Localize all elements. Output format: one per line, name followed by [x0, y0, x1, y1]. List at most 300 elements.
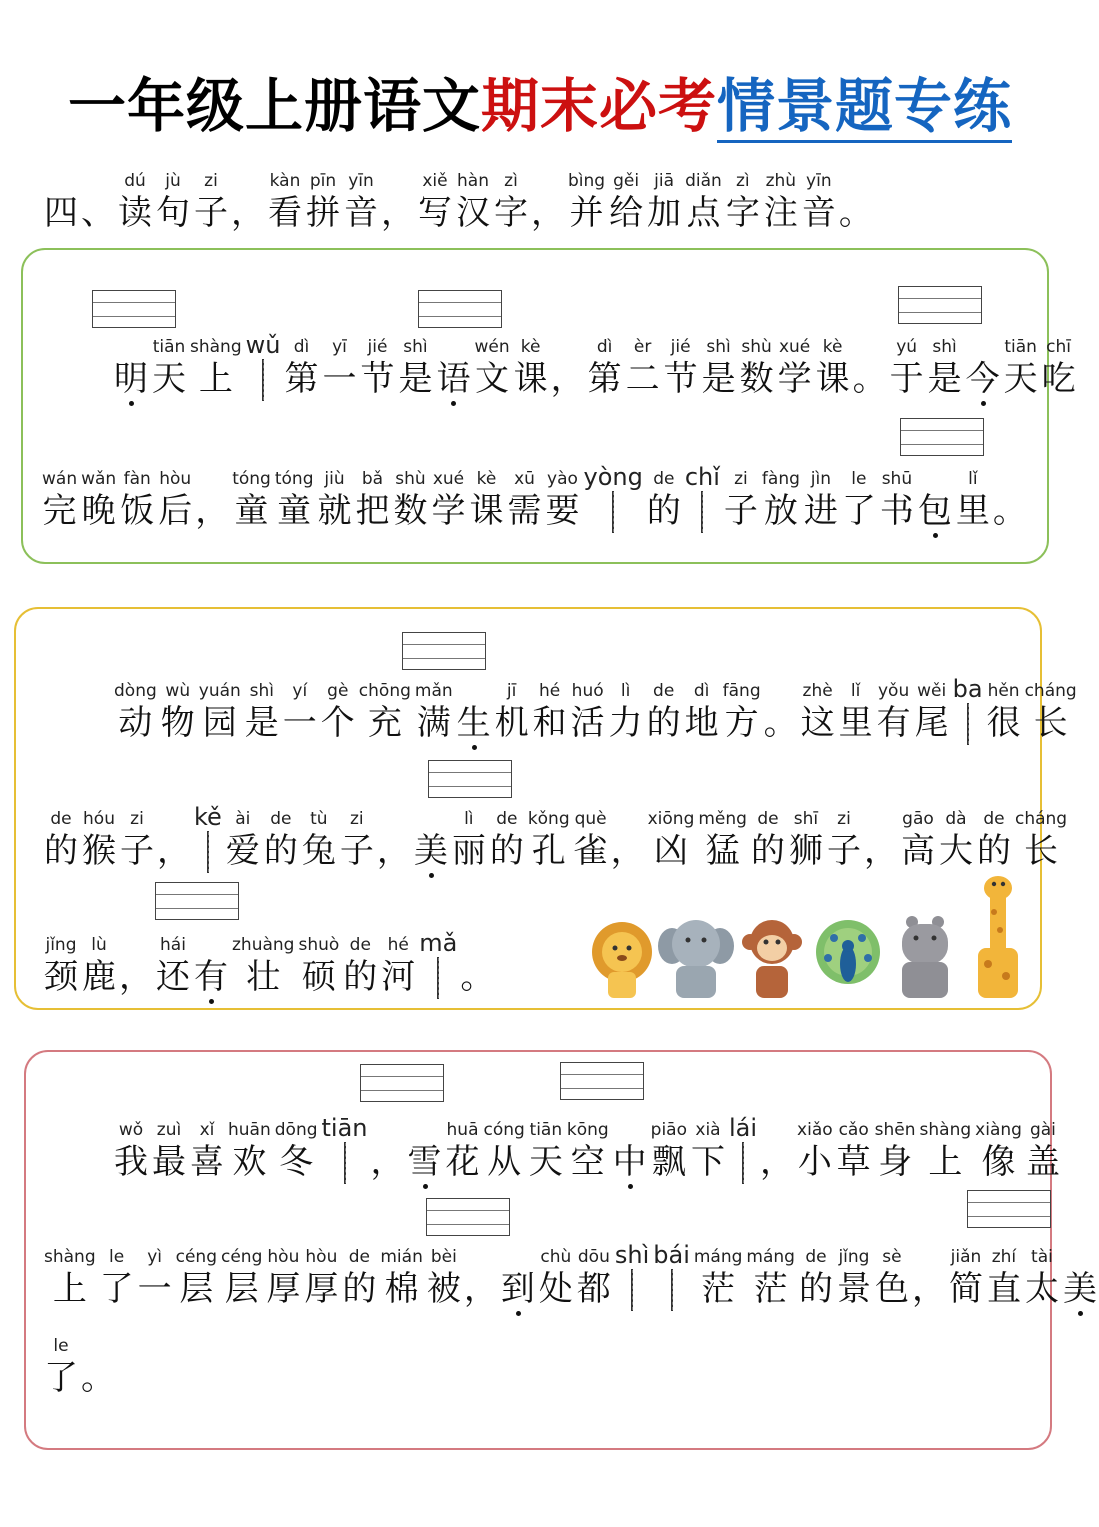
pinyin-label: dōng — [274, 1120, 318, 1140]
pinyin-label: zì — [735, 171, 750, 191]
hanzi-character: 读 — [118, 193, 152, 233]
pinyin-label: huān — [228, 1120, 271, 1140]
hanzi-character: 和 — [532, 703, 567, 743]
hanzi-character: 满 — [416, 703, 451, 743]
hanzi-character: 节 — [663, 359, 698, 399]
pinyin-label: céng — [175, 1247, 217, 1267]
character-glyph — [175, 1246, 218, 1310]
character-glyph — [151, 336, 187, 400]
pinyin-label — [476, 934, 478, 956]
hanzi-character: 加 — [647, 193, 682, 233]
pinyin-label: què — [574, 809, 607, 829]
hanzi-character: 是 — [701, 359, 736, 399]
pinyin-label: zi — [837, 809, 851, 829]
pinyin-answer-box[interactable] — [402, 632, 486, 670]
hanzi-character: 了 — [99, 1269, 134, 1309]
hanzi-character: 数 — [393, 491, 428, 531]
character-write-box[interactable] — [952, 674, 984, 744]
character-glyph — [464, 1246, 498, 1310]
pinyin-label: cǎo — [838, 1120, 869, 1140]
hanzi-character: 饭 — [120, 491, 155, 531]
character-glyph — [379, 1246, 423, 1310]
character-glyph — [358, 680, 412, 744]
tianzige-box[interactable] — [344, 1142, 346, 1184]
hanzi-character: 子 — [120, 831, 154, 871]
pinyin-label: dú — [124, 171, 146, 191]
pinyin-label: bìng — [568, 171, 606, 191]
character-glyph — [342, 934, 378, 998]
character-glyph — [244, 680, 280, 744]
character-glyph — [455, 170, 491, 234]
character-glyph — [43, 808, 79, 872]
pinyin-label: zi — [734, 469, 748, 489]
character-glyph — [841, 468, 877, 532]
character-glyph — [725, 170, 761, 234]
pinyin-label — [547, 170, 549, 192]
character-glyph — [417, 170, 453, 234]
hanzi-character: 点 — [686, 193, 721, 233]
character-glyph — [646, 170, 682, 234]
hanzi-character: 子 — [723, 491, 758, 531]
pinyin-answer-box[interactable] — [898, 286, 982, 324]
pinyin-label: cháng — [1014, 809, 1068, 829]
pinyin-label: hóu — [83, 809, 115, 829]
hanzi-character: 的 — [343, 957, 378, 997]
character-glyph — [371, 1119, 405, 1183]
pinyin-label: hé — [539, 681, 561, 701]
character-glyph — [317, 468, 353, 532]
hanzi-character: 高 — [900, 831, 935, 871]
pinyin-label — [629, 1119, 631, 1141]
hanzi-character: 音 — [344, 193, 378, 233]
hanzi-character: 的 — [646, 703, 681, 743]
character-glyph — [267, 170, 303, 234]
pinyin-label: zhí — [991, 1247, 1017, 1267]
hanzi-character: 冬 — [279, 1142, 314, 1182]
character-glyph — [1062, 1246, 1098, 1310]
pinyin-label: shù — [395, 469, 426, 489]
pinyin-label — [130, 336, 132, 358]
character-write-box[interactable] — [418, 928, 458, 998]
pinyin-label: fàng — [761, 469, 800, 489]
character-glyph — [426, 1246, 462, 1310]
pinyin-label: tiān — [1004, 337, 1037, 357]
pinyin-label: cháng — [1024, 681, 1077, 701]
character-glyph — [451, 808, 487, 872]
pinyin-label: jié — [670, 337, 691, 357]
hanzi-character: 子 — [194, 193, 228, 233]
hanzi-character: 都 — [576, 1269, 611, 1309]
hanzi-character: 。 — [852, 359, 887, 399]
pinyin-label: yuán — [198, 681, 241, 701]
pinyin-label: shàng — [190, 337, 242, 357]
pinyin-label: shì — [249, 681, 274, 701]
character-write-box[interactable] — [728, 1113, 758, 1183]
pinyin-label: fàn — [123, 469, 151, 489]
pinyin-answer-box[interactable] — [426, 1198, 510, 1236]
character-write-box[interactable] — [245, 330, 282, 400]
pinyin-label — [247, 170, 249, 192]
pinyin-label — [387, 1119, 389, 1141]
pinyin-label: ba — [952, 675, 983, 703]
character-glyph — [663, 336, 699, 400]
hanzi-character: 直 — [986, 1269, 1021, 1309]
hanzi-character: 放 — [763, 491, 798, 531]
pinyin-label: shì — [706, 337, 731, 357]
character-glyph — [460, 934, 494, 998]
hanzi-character: ， — [157, 831, 191, 871]
character-glyph — [227, 1119, 272, 1183]
character-glyph — [359, 336, 395, 400]
pinyin-label — [135, 934, 137, 956]
character-glyph — [567, 170, 606, 234]
character-glyph — [763, 170, 799, 234]
hanzi-character: 动 — [118, 703, 153, 743]
character-glyph — [377, 808, 411, 872]
hanzi-character: 鹿 — [82, 957, 116, 997]
hanzi-character: 猴 — [82, 831, 116, 871]
hanzi-character: 爱 — [225, 831, 260, 871]
pinyin-label: fāng — [722, 681, 761, 701]
tianzige-box[interactable] — [207, 831, 209, 873]
character-glyph — [81, 808, 117, 872]
hanzi-character: 注 — [763, 193, 798, 233]
pinyin-answer-box[interactable] — [92, 290, 176, 328]
hanzi-character: 里 — [838, 703, 873, 743]
character-glyph — [435, 336, 471, 400]
hanzi-character: 看 — [268, 193, 302, 233]
pinyin-label: wǔ — [245, 331, 281, 359]
character-glyph — [587, 336, 623, 400]
character-glyph — [43, 934, 79, 998]
character-glyph — [493, 170, 529, 234]
pinyin-answer-box[interactable] — [560, 1062, 644, 1100]
character-glyph — [189, 336, 243, 400]
character-glyph — [1014, 808, 1068, 872]
hanzi-character: 文 — [475, 359, 510, 399]
hanzi-character: 机 — [494, 703, 529, 743]
character-glyph — [912, 1246, 946, 1310]
hanzi-character: 天 — [152, 359, 186, 399]
giraffe-icon — [978, 876, 1018, 998]
character-glyph — [815, 336, 851, 400]
hanzi-character: 小 — [797, 1142, 832, 1182]
character-write-box[interactable] — [583, 462, 644, 532]
pinyin-label: lù — [91, 935, 107, 955]
dotted-character: 有 — [194, 957, 228, 997]
hanzi-character: 欢 — [232, 1142, 267, 1182]
character-glyph — [864, 808, 898, 872]
pinyin-answer-box[interactable] — [155, 882, 239, 920]
hanzi-character: ， — [370, 1142, 405, 1182]
character-glyph — [839, 170, 873, 234]
pinyin-label: zi — [204, 171, 218, 191]
hanzi-character: 吃 — [1041, 359, 1076, 399]
hanzi-character: 的 — [44, 831, 78, 871]
hanzi-character: ， — [531, 193, 565, 233]
character-glyph — [119, 934, 153, 998]
pinyin-label — [397, 170, 399, 192]
pinyin-label: hòu — [305, 1247, 338, 1267]
pinyin-label: de — [349, 935, 371, 955]
hanzi-character: 子 — [826, 831, 861, 871]
tianzige-box[interactable] — [742, 1142, 744, 1184]
hanzi-character: 猛 — [705, 831, 740, 871]
pinyin-label: xià — [695, 1120, 721, 1140]
hanzi-character: 的 — [750, 831, 785, 871]
title-part-exam: 期末必考 — [480, 72, 717, 140]
hanzi-character: 第 — [284, 359, 319, 399]
character-glyph — [927, 336, 963, 400]
character-glyph — [722, 680, 762, 744]
character-glyph — [788, 808, 824, 872]
hanzi-character: 上 — [52, 1269, 87, 1309]
character-glyph — [697, 808, 748, 872]
pinyin-label: zuì — [156, 1120, 182, 1140]
hanzi-character: 下 — [691, 1142, 725, 1182]
character-glyph — [80, 468, 117, 532]
pinyin-label — [480, 1246, 482, 1268]
hanzi-character: ， — [863, 831, 898, 871]
pinyin-label: wěi — [917, 681, 947, 701]
character-glyph — [917, 468, 953, 532]
pinyin-label: yòng — [583, 463, 643, 491]
pinyin-label: yào — [547, 469, 578, 489]
hanzi-character: 的 — [489, 831, 524, 871]
hanzi-character: 一 — [282, 703, 317, 743]
character-glyph — [760, 1119, 794, 1183]
pinyin-label — [776, 1119, 778, 1141]
character-glyph — [489, 808, 525, 872]
passage2-line1 — [112, 674, 1079, 744]
character-glyph — [117, 170, 153, 234]
tianzige-box[interactable] — [967, 703, 969, 745]
hanzi-character: 处 — [538, 1269, 573, 1309]
pinyin-label: shuò — [298, 935, 340, 955]
pinyin-label: de — [50, 809, 72, 829]
pinyin-label: bǎ — [361, 469, 384, 489]
character-glyph — [611, 808, 645, 872]
character-glyph — [195, 468, 229, 532]
worksheet-title — [0, 66, 1080, 146]
hanzi-character: 四 — [44, 193, 78, 233]
pinyin-answer-box[interactable] — [428, 760, 512, 798]
pinyin-label: chī — [1046, 337, 1072, 357]
pinyin-label: yī — [332, 337, 347, 357]
hanzi-character: 后 — [158, 491, 193, 531]
character-write-box[interactable] — [614, 1240, 650, 1310]
character-glyph — [608, 680, 644, 744]
character-glyph — [473, 336, 510, 400]
character-glyph — [151, 1119, 187, 1183]
character-glyph — [393, 468, 429, 532]
character-glyph — [282, 680, 318, 744]
hanzi-character: 大 — [938, 831, 973, 871]
character-glyph — [137, 1246, 173, 1310]
pinyin-label: yú — [896, 337, 918, 357]
passage2-line3 — [42, 928, 495, 998]
character-glyph — [874, 1119, 917, 1183]
dotted-character: 美 — [1062, 1269, 1097, 1309]
dotted-character: 语 — [436, 359, 471, 399]
pinyin-label: jǐng — [838, 1247, 870, 1267]
pinyin-label: bèi — [430, 1247, 457, 1267]
character-glyph — [573, 808, 609, 872]
character-glyph — [1003, 336, 1039, 400]
hanzi-character: 力 — [608, 703, 643, 743]
passage3-line2 — [42, 1240, 1099, 1310]
hanzi-character: 第 — [587, 359, 622, 399]
hanzi-character: 字 — [725, 193, 760, 233]
character-glyph — [723, 468, 759, 532]
pinyin-label: tù — [310, 809, 328, 829]
pinyin-label: de — [653, 469, 675, 489]
hanzi-character: 雀 — [573, 831, 608, 871]
passage1-line1 — [112, 330, 1078, 400]
pinyin-label: máng — [693, 1247, 743, 1267]
character-glyph — [305, 170, 341, 234]
character-glyph — [889, 336, 925, 400]
hanzi-character: 个 — [320, 703, 355, 743]
hanzi-character: 盖 — [1025, 1142, 1060, 1182]
passage3-line1 — [112, 1113, 1062, 1183]
hanzi-character: 活 — [570, 703, 605, 743]
instruction-line — [42, 170, 874, 234]
hanzi-character: ， — [911, 1269, 946, 1309]
character-glyph — [750, 808, 786, 872]
hanzi-character: 了 — [841, 491, 876, 531]
passage3-line3 — [42, 1335, 116, 1399]
pinyin-label: tiān — [529, 1120, 563, 1140]
pinyin-answer-box[interactable] — [967, 1190, 1051, 1228]
character-glyph — [986, 1246, 1022, 1310]
hanzi-character: 狮 — [788, 831, 823, 871]
pinyin-label: xiě — [422, 171, 448, 191]
hanzi-character: 的 — [263, 831, 298, 871]
character-glyph — [113, 1119, 149, 1183]
hanzi-character: 孔 — [531, 831, 566, 871]
tianzige-box[interactable] — [612, 491, 614, 533]
character-glyph — [650, 1119, 688, 1183]
hanzi-character: 完 — [42, 491, 77, 531]
character-glyph — [800, 680, 836, 744]
character-glyph — [220, 1246, 263, 1310]
pinyin-label: hòu — [267, 1247, 300, 1267]
hanzi-character: 色 — [874, 1269, 909, 1309]
pinyin-label: dì — [596, 337, 613, 357]
hanzi-character: 了 — [44, 1358, 78, 1398]
character-glyph — [900, 808, 936, 872]
pinyin-label — [567, 336, 569, 358]
character-glyph — [494, 680, 530, 744]
pinyin-label — [173, 808, 175, 830]
pinyin-label: shù — [741, 337, 772, 357]
pinyin-label: shū — [881, 469, 913, 489]
character-glyph — [693, 1246, 744, 1310]
hanzi-character: 飘 — [651, 1142, 686, 1182]
pinyin-label: kōng — [566, 1120, 609, 1140]
pinyin-label: xiàng — [975, 1120, 1022, 1140]
character-glyph — [948, 1246, 984, 1310]
dotted-character: 明 — [114, 359, 148, 399]
hanzi-character: 汉 — [456, 193, 490, 233]
pinyin-label — [855, 170, 857, 192]
pinyin-label: xué — [778, 337, 811, 357]
hanzi-character: 被 — [426, 1269, 461, 1309]
pinyin-label: de — [757, 809, 779, 829]
hanzi-character: 课 — [513, 359, 548, 399]
pinyin-label: de — [983, 809, 1005, 829]
character-glyph — [876, 680, 912, 744]
tianzige-box[interactable] — [262, 359, 264, 401]
tianzige-box[interactable] — [631, 1269, 633, 1311]
hanzi-character: 课 — [469, 491, 504, 531]
character-glyph — [566, 1119, 610, 1183]
pinyin-label — [210, 934, 212, 956]
character-glyph — [265, 1246, 301, 1310]
hanzi-character: 学 — [431, 491, 466, 531]
character-write-box[interactable] — [321, 1113, 369, 1183]
pinyin-label: zhù — [765, 171, 797, 191]
pinyin-label: gāo — [902, 809, 934, 829]
character-glyph — [801, 170, 837, 234]
pinyin-answer-box[interactable] — [900, 418, 984, 456]
pinyin-label — [517, 1246, 519, 1268]
pinyin-label: jǐng — [45, 935, 77, 955]
pinyin-label: dì — [293, 337, 310, 357]
hanzi-character: 是 — [398, 359, 433, 399]
hanzi-character: 河 — [381, 957, 416, 997]
character-write-box[interactable] — [684, 462, 721, 532]
pinyin-answer-box[interactable] — [418, 290, 502, 328]
pinyin-label: xué — [432, 469, 465, 489]
hanzi-character: 我 — [114, 1142, 148, 1182]
character-write-box[interactable] — [193, 802, 223, 872]
character-write-box[interactable] — [652, 1240, 691, 1310]
pinyin-answer-box[interactable] — [360, 1064, 444, 1102]
hanzi-character: 晚 — [81, 491, 116, 531]
character-glyph — [531, 170, 565, 234]
character-glyph — [796, 1119, 834, 1183]
hanzi-character: 的 — [646, 491, 681, 531]
character-glyph — [414, 680, 454, 744]
dotted-character: 雪 — [407, 1142, 442, 1182]
pinyin-label: de — [348, 1247, 370, 1267]
passage1-line2 — [40, 462, 1028, 532]
pinyin-label: shī — [793, 809, 819, 829]
tianzige-box[interactable] — [701, 491, 703, 533]
hanzi-character: 童 — [277, 491, 312, 531]
hanzi-character: 子 — [339, 831, 374, 871]
character-glyph — [777, 336, 813, 400]
character-glyph — [684, 680, 720, 744]
character-glyph — [113, 680, 158, 744]
pinyin-label — [627, 808, 629, 830]
pinyin-label: jiù — [324, 469, 345, 489]
hanzi-character: 需 — [507, 491, 542, 531]
character-glyph — [914, 680, 950, 744]
pinyin-label — [97, 170, 99, 192]
pinyin-label: tài — [1031, 1247, 1053, 1267]
tianzige-box[interactable] — [437, 957, 439, 999]
pinyin-label — [934, 468, 936, 490]
tianzige-box[interactable] — [671, 1269, 673, 1311]
peacock-icon — [816, 920, 880, 984]
hanzi-character: 景 — [836, 1269, 871, 1309]
pinyin-label: wǒ — [118, 1120, 144, 1140]
pinyin-label: hòu — [159, 469, 192, 489]
pinyin-label: tóng — [274, 469, 314, 489]
